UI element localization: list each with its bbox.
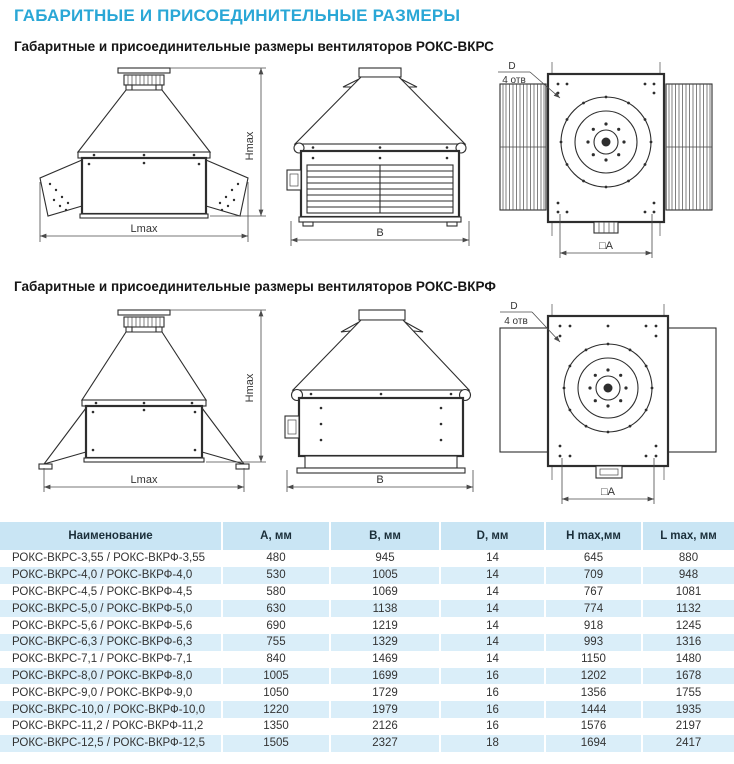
cell-b: 1979 (330, 701, 440, 718)
cell-lmax: 1935 (642, 701, 734, 718)
cell-name: РОКС-ВКРС-5,0 / РОКС-ВКРФ-5,0 (12, 602, 193, 615)
hmax-label-vkrf: Hmax (244, 373, 256, 403)
vkrf-top-view-drawing (486, 298, 730, 512)
cell-b: 1069 (330, 584, 440, 601)
cell-name: РОКС-ВКРС-9,0 / РОКС-ВКРФ-9,0 (12, 686, 193, 699)
cell-hmax: 1202 (545, 668, 642, 685)
col-header-d: D, мм (440, 522, 545, 550)
hmax-label-vkrs: Hmax (244, 131, 256, 161)
cell-d: 14 (440, 584, 545, 601)
table-row (0, 600, 734, 617)
cell-lmax: 1132 (642, 600, 734, 617)
cell-b: 1005 (330, 567, 440, 584)
cell-a: 1505 (222, 735, 330, 752)
b-label-vkrf: B (376, 474, 384, 486)
cell-hmax: 645 (545, 550, 642, 567)
cell-lmax: 1245 (642, 617, 734, 634)
cell-a: 755 (222, 634, 330, 651)
cell-hmax: 918 (545, 617, 642, 634)
cell-lmax: 880 (642, 550, 734, 567)
cell-b: 1469 (330, 651, 440, 668)
holes-label-vkrs: 4 отв (502, 75, 526, 86)
cell-d: 14 (440, 634, 545, 651)
cell-lmax: 1316 (642, 634, 734, 651)
cell-lmax: 1678 (642, 668, 734, 685)
cell-a: 580 (222, 584, 330, 601)
cell-a: 1220 (222, 701, 330, 718)
holes-label-vkrf: 4 отв (504, 316, 528, 327)
lmax-label-vkrs: Lmax (130, 223, 158, 235)
cell-b: 945 (330, 550, 440, 567)
subtitle-vkrf: Габаритные и присоединительные размеры вентиляторов РОКС-ВКРФ (14, 279, 496, 294)
col-header-name: Наименование (0, 522, 222, 550)
cell-hmax: 993 (545, 634, 642, 651)
cell-d: 14 (440, 600, 545, 617)
col-header-lmax: L max, мм (642, 522, 734, 550)
vkrf-top-geometry (500, 304, 716, 480)
lmax-label-vkrf: Lmax (130, 474, 158, 486)
cell-d: 16 (440, 684, 545, 701)
cell-hmax: 1576 (545, 718, 642, 735)
cell-name: РОКС-ВКРС-3,55 / РОКС-ВКРФ-3,55 (12, 552, 206, 565)
col-header-a: А, мм (222, 522, 330, 550)
table-row (0, 718, 734, 735)
cell-hmax: 767 (545, 584, 642, 601)
cell-a: 530 (222, 567, 330, 584)
table-header (0, 522, 734, 550)
cell-name: РОКС-ВКРС-7,1 / РОКС-ВКРФ-7,1 (12, 653, 193, 666)
cell-d: 16 (440, 701, 545, 718)
col-header-hmax: Н max,мм (545, 522, 642, 550)
cell-lmax: 2197 (642, 718, 734, 735)
cell-name: РОКС-ВКРС-12,5 / РОКС-ВКРФ-12,5 (12, 737, 206, 750)
table-row (0, 735, 734, 752)
d-label-vkrs: D (508, 61, 516, 72)
a-label-vkrs: □A (599, 240, 613, 252)
cell-hmax: 1356 (545, 684, 642, 701)
cell-b: 1138 (330, 600, 440, 617)
cell-name: РОКС-ВКРС-5,6 / РОКС-ВКРФ-5,6 (12, 619, 193, 632)
vkrs-side-dimensions (291, 221, 469, 246)
cell-lmax: 1755 (642, 684, 734, 701)
cell-b: 1729 (330, 684, 440, 701)
cell-b: 2126 (330, 718, 440, 735)
cell-d: 14 (440, 567, 545, 584)
cell-name: РОКС-ВКРС-11,2 / РОКС-ВКРФ-11,2 (12, 720, 204, 733)
cell-b: 1219 (330, 617, 440, 634)
a-label-vkrf: □A (601, 486, 615, 498)
vkrf-front-view-drawing (6, 298, 274, 510)
table-row (0, 584, 734, 601)
cell-name: РОКС-ВКРС-10,0 / РОКС-ВКРФ-10,0 (12, 703, 206, 716)
cell-d: 16 (440, 668, 545, 685)
cell-d: 14 (440, 651, 545, 668)
vkrs-side-geometry (287, 68, 466, 226)
cell-b: 1699 (330, 668, 440, 685)
vkrf-front-geometry (39, 310, 249, 469)
vkrf-side-geometry (285, 310, 471, 473)
cell-a: 840 (222, 651, 330, 668)
vkrs-side-view-drawing (277, 58, 483, 258)
table-row (0, 701, 734, 718)
cell-a: 630 (222, 600, 330, 617)
vkrs-top-view-drawing (486, 58, 730, 266)
cell-hmax: 1694 (545, 735, 642, 752)
cell-lmax: 948 (642, 567, 734, 584)
cell-d: 16 (440, 718, 545, 735)
table-row (0, 567, 734, 584)
drawings-row-vkrs (0, 56, 734, 266)
cell-name: РОКС-ВКРС-8,0 / РОКС-ВКРФ-8,0 (12, 669, 193, 682)
page-title: ГАБАРИТНЫЕ И ПРИСОЕДИНИТЕЛЬНЫЕ РАЗМЕРЫ (14, 6, 461, 25)
cell-a: 1005 (222, 668, 330, 685)
cell-d: 14 (440, 550, 545, 567)
cell-name: РОКС-ВКРС-4,5 / РОКС-ВКРФ-4,5 (12, 585, 193, 598)
cell-name: РОКС-ВКРС-6,3 / РОКС-ВКРФ-6,3 (12, 636, 193, 649)
dimensions-table (0, 522, 734, 752)
cell-name: РОКС-ВКРС-4,0 / РОКС-ВКРФ-4,0 (12, 569, 193, 582)
vkrs-front-view-drawing (6, 58, 274, 258)
cell-a: 690 (222, 617, 330, 634)
cell-a: 1350 (222, 718, 330, 735)
drawings-row-vkrf (0, 296, 734, 512)
cell-d: 18 (440, 735, 545, 752)
cell-b: 1329 (330, 634, 440, 651)
table-row (0, 634, 734, 651)
table-body (0, 550, 734, 752)
cell-d: 14 (440, 617, 545, 634)
cell-lmax: 1480 (642, 651, 734, 668)
cell-lmax: 2417 (642, 735, 734, 752)
d-label-vkrf: D (510, 301, 518, 312)
col-header-b: В, мм (330, 522, 440, 550)
vkrs-top-geometry (500, 62, 712, 236)
table-row (0, 684, 734, 701)
table-row (0, 668, 734, 685)
vkrf-side-view-drawing (277, 298, 483, 510)
cell-hmax: 774 (545, 600, 642, 617)
cell-hmax: 709 (545, 567, 642, 584)
cell-a: 480 (222, 550, 330, 567)
subtitle-vkrs: Габаритные и присоединительные размеры вентиляторов РОКС-ВКРС (14, 39, 494, 54)
vkrs-front-geometry (40, 68, 248, 218)
b-label-vkrs: B (376, 227, 384, 239)
cell-hmax: 1150 (545, 651, 642, 668)
cell-b: 2327 (330, 735, 440, 752)
table-row (0, 617, 734, 634)
table-row (0, 550, 734, 567)
table-row (0, 651, 734, 668)
cell-lmax: 1081 (642, 584, 734, 601)
cell-hmax: 1444 (545, 701, 642, 718)
table-header-row (0, 522, 734, 550)
cell-a: 1050 (222, 684, 330, 701)
